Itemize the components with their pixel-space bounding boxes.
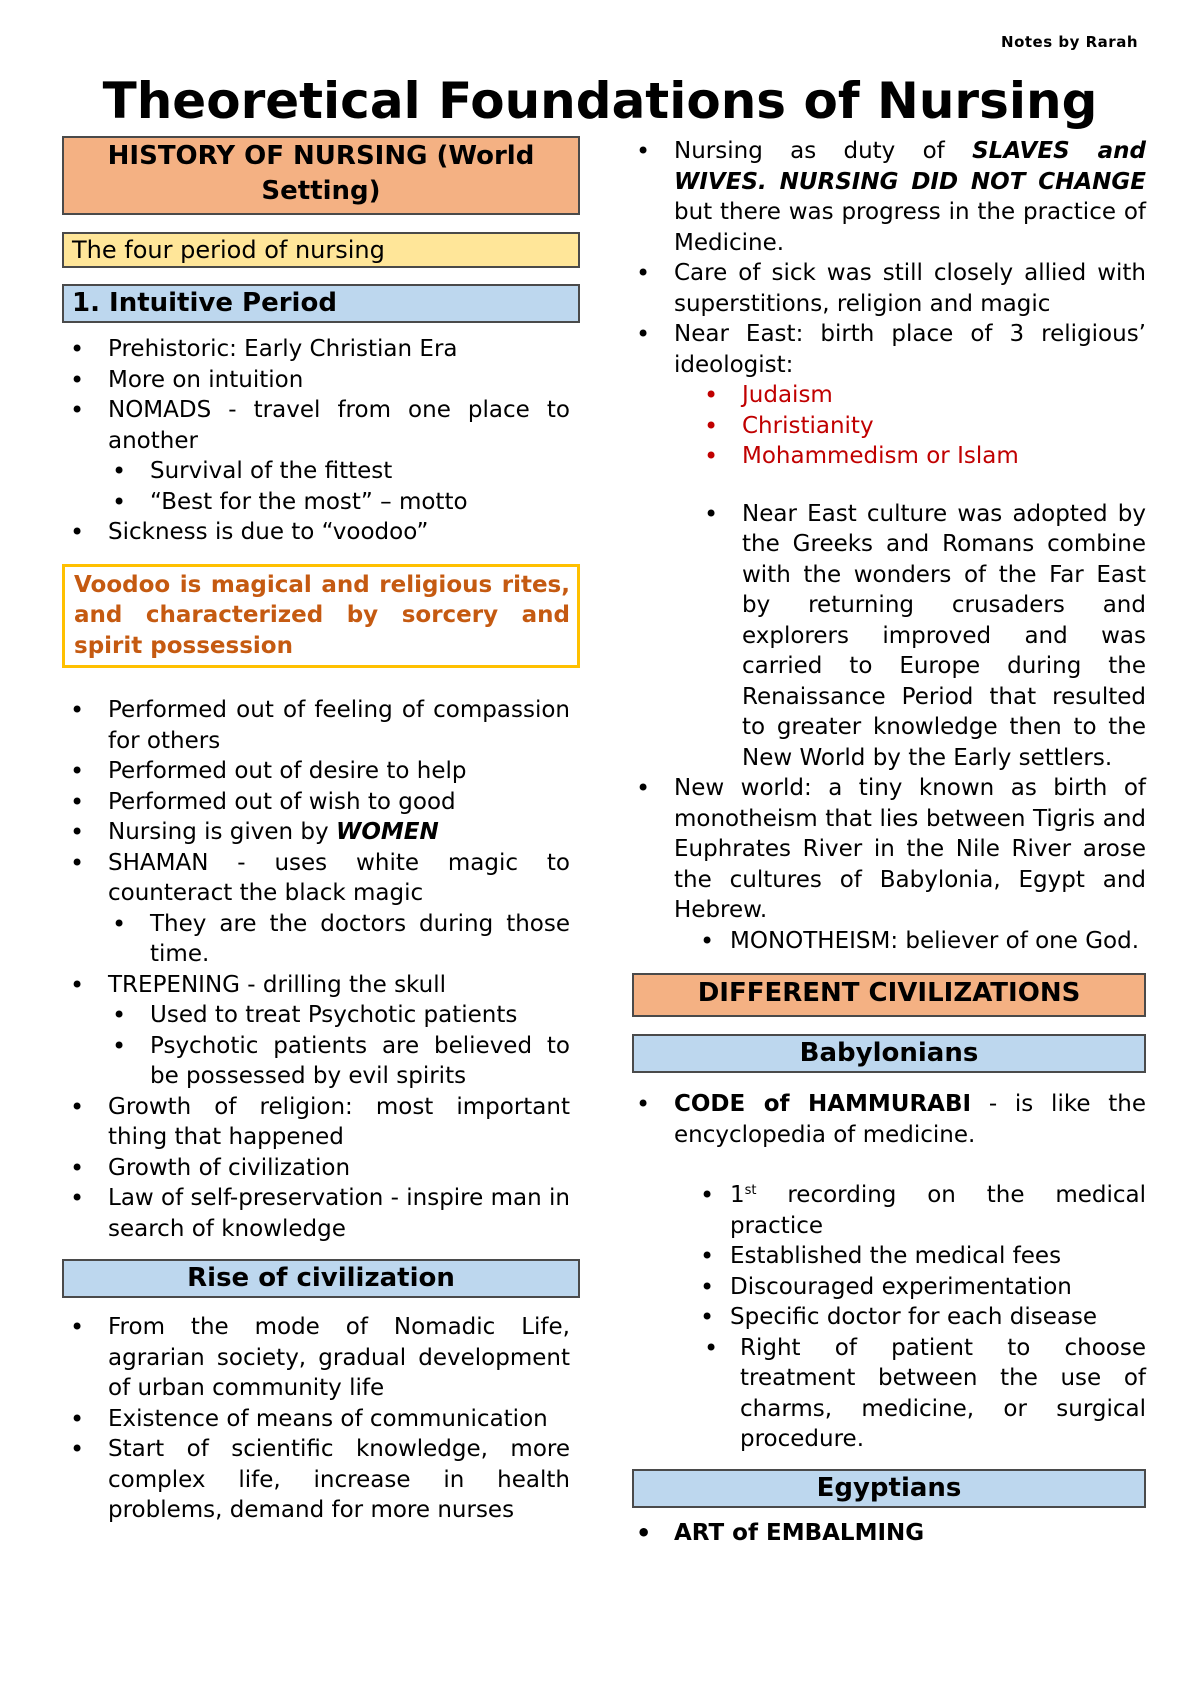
list-item-text: but there was progress in the practice of Medicine. — [674, 199, 1146, 256]
list-item: • SHAMAN - uses white magic to counteract the black magic — [62, 848, 570, 909]
egyptians-list — [632, 1518, 1146, 1549]
list-item: • TREPENING - drilling the skull — [62, 970, 570, 1001]
intuitive-list — [62, 334, 570, 548]
list-item: • Near East culture was adopted by the Greeks and Romans combine with the wonders of the Far East by returning crusaders and explorers improved and was carried to Europe during the Renaissance Period that resulted to greater knowledge then to the New World by the Early settlers. — [632, 499, 1146, 774]
list-item: • Performed out of desire to help — [62, 756, 570, 787]
list-item: • Specific doctor for each disease — [632, 1302, 1146, 1333]
list-item: • Care of sick was still closely allied with superstitions, religion and magic — [632, 258, 1146, 319]
list-item: • Christianity — [632, 411, 1146, 442]
performed-list — [62, 695, 570, 1244]
list-item: • Growth of civilization — [62, 1153, 570, 1184]
intuitive-period-heading: 1. Intuitive Period — [62, 284, 580, 323]
list-item — [62, 817, 570, 848]
civilizations-heading: DIFFERENT CIVILIZATIONS — [632, 973, 1146, 1017]
list-item: • They are the doctors during those time. — [62, 909, 570, 970]
list-item-text: Nursing as duty of — [674, 138, 973, 164]
nursing-duty-list — [632, 136, 1146, 472]
hammurabi-list — [632, 1180, 1146, 1455]
list-item-text: 1 — [730, 1182, 745, 1208]
list-item-text: - is like the encyclopedia of medicine. — [674, 1091, 1146, 1148]
list-item: • From the mode of Nomadic Life, agrarian society, gradual development of urban community life — [62, 1312, 570, 1404]
list-item — [632, 136, 1146, 258]
list-item: • Prehistoric: Early Christian Era — [62, 334, 570, 365]
list-item: • “Best for the most” – motto — [62, 487, 570, 518]
women-emphasis: WOMEN — [335, 819, 439, 845]
list-item: • Performed out of wish to good — [62, 787, 570, 818]
rise-list — [62, 1312, 570, 1526]
list-item: • ART of EMBALMING — [632, 1518, 1146, 1549]
list-item-text: recording on the medical practice — [730, 1182, 1146, 1239]
page-title: Theoretical Foundations of Nursing — [102, 72, 1098, 130]
list-item: • New world: a tiny known as birth of monotheism that lies between Tigris and Euphrates River in the Nile River arose the cultures of Babylonia, Egypt and Hebrew. — [632, 773, 1146, 926]
list-item: • Used to treat Psychotic patients — [62, 1000, 570, 1031]
hammurabi-emphasis: CODE of HAMMURABI — [674, 1091, 972, 1117]
list-item: • Growth of religion: most important thing that happened — [62, 1092, 570, 1153]
right-column — [632, 136, 1146, 1548]
author-credit: Notes by Rarah — [1001, 33, 1138, 51]
list-item: • Sickness is due to “voodoo” — [62, 517, 570, 548]
list-item: • Survival of the fittest — [62, 456, 570, 487]
near-east-culture-list — [632, 499, 1146, 957]
left-column — [62, 136, 580, 1526]
list-item: • Near East: birth place of 3 religious’ ideologist: — [632, 319, 1146, 380]
list-item: • MONOTHEISM: believer of one God. — [632, 926, 1146, 957]
rise-of-civilization-heading: Rise of civilization — [62, 1259, 580, 1298]
list-item: • Right of patient to choose treatment between the use of charms, medicine, or surgical procedure. — [632, 1333, 1146, 1455]
list-item: • Judaism — [632, 380, 1146, 411]
voodoo-callout: Voodoo is magical and religious rites, and characterized by sorcery and spirit possession — [62, 564, 580, 669]
ordinal-suffix: st — [744, 1183, 757, 1198]
list-item: • Mohammedism or Islam — [632, 441, 1146, 472]
list-item — [632, 1089, 1146, 1150]
history-heading: HISTORY OF NURSING (World Setting) — [62, 136, 580, 215]
list-item: • More on intuition — [62, 365, 570, 396]
list-item: • Established the medical fees — [632, 1241, 1146, 1272]
slaves-wives-emphasis: SLAVES and WIVES. NURSING DID NOT CHANGE — [674, 138, 1146, 195]
four-period-label: The four period of nursing — [62, 232, 580, 268]
list-item: • Discouraged experimentation — [632, 1272, 1146, 1303]
babylonians-list — [632, 1089, 1146, 1150]
list-item — [632, 1180, 1146, 1241]
list-item: • Performed out of feeling of compassion for others — [62, 695, 570, 756]
babylonians-heading: Babylonians — [632, 1034, 1146, 1073]
list-item: • NOMADS - travel from one place to another — [62, 395, 570, 456]
list-item-text: Nursing is given by — [108, 819, 336, 845]
list-item: • Law of self-preservation - inspire man in search of knowledge — [62, 1183, 570, 1244]
egyptians-heading: Egyptians — [632, 1469, 1146, 1508]
list-item: • Psychotic patients are believed to be possessed by evil spirits — [62, 1031, 570, 1092]
list-item: • Existence of means of communication — [62, 1404, 570, 1435]
list-item: • Start of scientific knowledge, more complex life, increase in health problems, demand for more nurses — [62, 1434, 570, 1526]
